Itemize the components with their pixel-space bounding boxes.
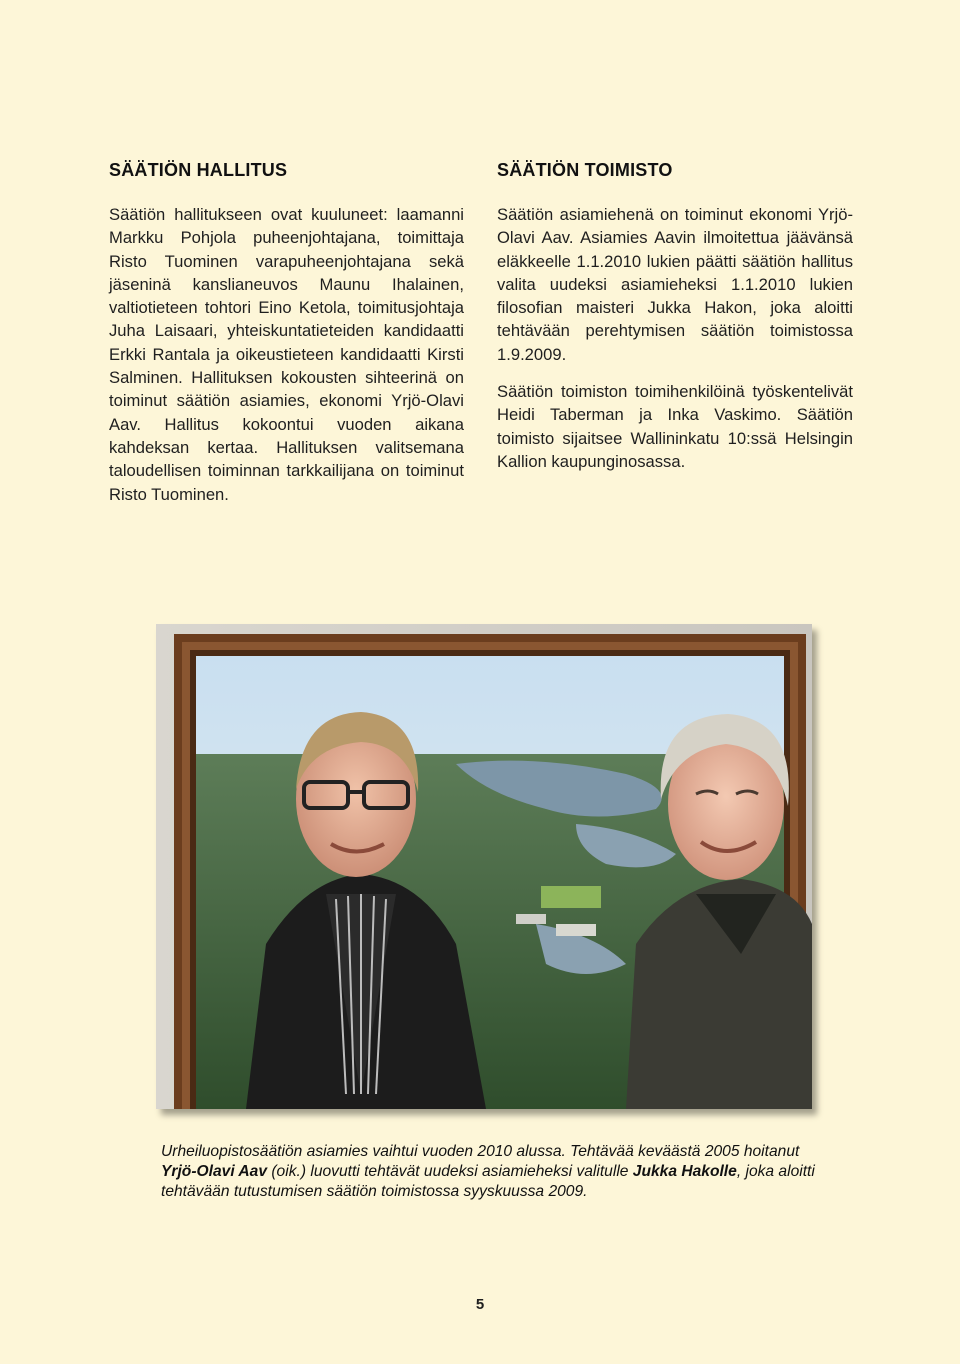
caption-text-1: Urheiluopistosäätiön asiamies vaihtui vuoden 2010 alussa. Tehtävää keväästä 2005 hoitanut	[161, 1143, 800, 1160]
caption-text-2: (oik.) luovutti tehtävät uudeksi asiamieheksi valitulle	[267, 1163, 633, 1180]
office-paragraph-1: Säätiön asiamiehenä on toiminut ekonomi Yrjö-Olavi Aav. Asiamies Aavin ilmoitettua jäävänsä eläkkeelle 1.1.2010 lukien päätti säätiön hallitus valita uudeksi asiamieheksi 1.1.2010 lukien filosofian maisteri Jukka Hakon, joka aloitti tehtävään perehtymisen säätiön toimistossa 1.9.2009.	[497, 205, 853, 364]
caption-text-3: , joka aloitti tehtävään tutustumisen säätiön toimistossa syyskuussa 2009.	[161, 1163, 815, 1200]
caption-name-hakko: Jukka Hakolle	[632, 1163, 737, 1180]
section-heading-board: SÄÄTIÖN HALLITUS	[109, 160, 288, 180]
office-paragraph-2: Säätiön toimiston toimihenkilöinä työskentelivät Heidi Taberman ja Inka Vaskimo. Säätiön toimisto sijaitsee Wallininkatu 10:ssä Helsingin Kallion kaupunginosassa.	[497, 382, 853, 471]
caption-name-aav: Yrjö-Olavi Aav	[161, 1163, 268, 1180]
board-paragraph: Säätiön hallitukseen ovat kuuluneet: laamanni Markku Pohjola puheenjohtajana, toimittaja Risto Tuominen varapuheenjohtajana sekä jäseninä kanslianeuvos Maunu Ihalainen, valtiotieteen tohtori Eino Ketola, toimitusjohtaja Juha Laisaari, yhteiskuntatieteiden kandidaatti Erkki Rantala ja oikeustieteen kandidaatti Kirsti Salminen. Hallituksen kokousten sihteerinä on toiminut säätiön asiamies, ekonomi Yrjö-Olavi Aav. Hallitus kokoontui vuoden aikana kahdeksan kertaa. Hallituksen valitsemana taloudellisen toiminnan tarkkailijana on toiminut Risto Tuominen.	[109, 205, 464, 504]
page-number: 5	[475, 1296, 485, 1313]
photo-caption	[161, 1142, 821, 1202]
photo	[156, 624, 812, 1109]
section-heading-office: SÄÄTIÖN TOIMISTO	[497, 160, 673, 180]
left-column	[109, 160, 464, 520]
right-column	[497, 160, 853, 487]
